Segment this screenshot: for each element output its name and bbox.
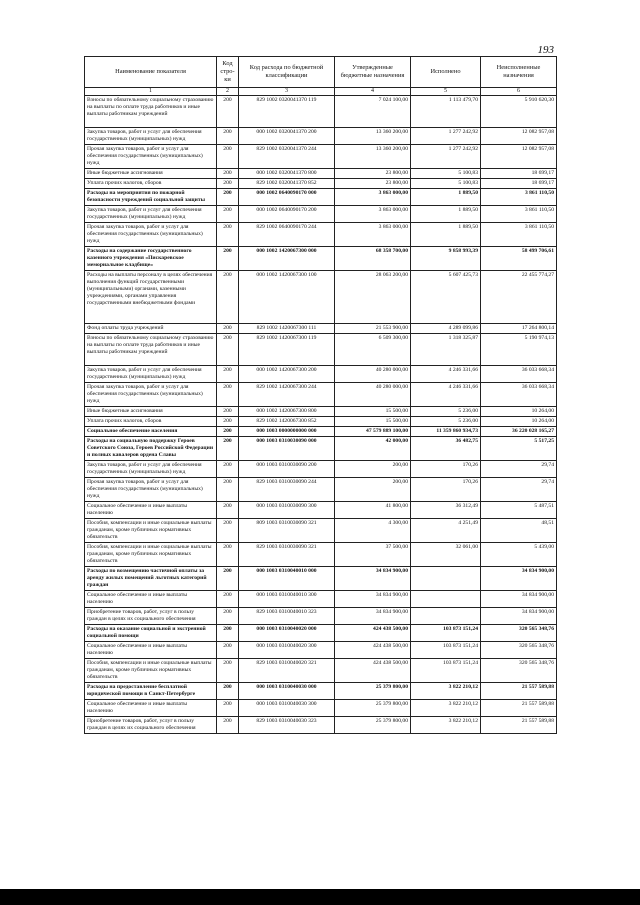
row-expense-code: 829 1002 1420067300 244	[239, 383, 335, 407]
row-approved: 34 834 900,00	[335, 591, 411, 608]
row-executed: 9 858 993,39	[411, 247, 481, 271]
row-approved: 37 500,00	[335, 543, 411, 567]
row-executed: 5 100,83	[411, 169, 481, 179]
row-executed: 5 100,83	[411, 179, 481, 189]
row-approved: 15 500,00	[335, 417, 411, 427]
row-name: Прочая закупка товаров, работ и услуг для обеспечения государственных (муниципальных) нужд	[85, 478, 217, 502]
row-name: Расходы на оказание социальной и экстренной социальной помощи	[85, 625, 217, 642]
column-number: 6	[481, 88, 557, 96]
row-name: Закупка товаров, работ и услуг для обеспечения государственных (муниципальных) нужд	[85, 461, 217, 478]
row-name: Расходы на выплаты персоналу в целях обеспечения выполнения функций государственными (муниципальными) органами, казенными учреждениями, органами управления государственными внебюджетными фондами	[85, 271, 217, 324]
row-unexecuted: 21 557 589,88	[481, 683, 557, 700]
header-unexecuted: Неисполненные назначения	[481, 57, 557, 88]
row-unexecuted: 36 033 668,34	[481, 366, 557, 383]
row-name: Пособия, компенсации и иные социальные выплаты гражданам, кроме публичных нормативных обязательств	[85, 543, 217, 567]
row-name: Пособия, компенсации и иные социальные выплаты гражданам, кроме публичных нормативных обязательств	[85, 519, 217, 543]
row-expense-code: 829 1002 1420067300 111	[239, 324, 335, 334]
row-expense-code: 000 1002 1420067300 100	[239, 271, 335, 324]
row-approved: 40 280 000,00	[335, 383, 411, 407]
row-expense-code: 000 1003 0310030090 300	[239, 502, 335, 519]
row-approved: 25 379 800,00	[335, 717, 411, 734]
row-approved: 200,00	[335, 461, 411, 478]
table-row	[85, 366, 557, 383]
row-approved: 424 438 500,00	[335, 642, 411, 659]
row-name: Расходы на содержание государственного казенного учреждения «Пискаревское мемориальное кладбище»	[85, 247, 217, 271]
row-line-code: 200	[217, 189, 239, 206]
row-expense-code: 000 1003 0310040030 300	[239, 700, 335, 717]
row-expense-code: 829 1002 0320041370 852	[239, 179, 335, 189]
row-line-code: 200	[217, 427, 239, 437]
row-unexecuted: 5 910 620,30	[481, 96, 557, 128]
row-line-code: 200	[217, 334, 239, 366]
table-row	[85, 96, 557, 128]
row-unexecuted: 34 834 900,00	[481, 567, 557, 591]
row-expense-code: 000 1003 0310040010 000	[239, 567, 335, 591]
row-approved: 28 063 200,00	[335, 271, 411, 324]
row-executed: 1 889,50	[411, 223, 481, 247]
row-name: Социальное обеспечение и иные выплаты населению	[85, 642, 217, 659]
row-unexecuted: 5 487,51	[481, 502, 557, 519]
column-number: 2	[217, 88, 239, 96]
row-approved: 13 360 200,00	[335, 145, 411, 169]
row-executed: 170,26	[411, 461, 481, 478]
row-approved: 7 024 100,00	[335, 96, 411, 128]
row-executed: 3 822 210,12	[411, 717, 481, 734]
row-name: Расходы на предоставление бесплатной юридической помощи в Санкт-Петербурге	[85, 683, 217, 700]
column-number: 5	[411, 88, 481, 96]
table-row	[85, 128, 557, 145]
row-executed: 5 236,00	[411, 407, 481, 417]
table-row	[85, 437, 557, 461]
row-unexecuted: 21 557 589,88	[481, 700, 557, 717]
row-approved: 200,00	[335, 478, 411, 502]
row-expense-code: 829 1003 0310030090 244	[239, 478, 335, 502]
row-expense-code: 829 1003 0310040010 323	[239, 608, 335, 625]
table-row	[85, 717, 557, 734]
table-row	[85, 427, 557, 437]
row-line-code: 200	[217, 247, 239, 271]
row-executed: 11 359 860 934,73	[411, 427, 481, 437]
row-expense-code: 829 1003 0310030090 321	[239, 543, 335, 567]
table-row	[85, 683, 557, 700]
row-expense-code: 829 1002 1420067300 852	[239, 417, 335, 427]
row-executed: 36 312,49	[411, 502, 481, 519]
table-row	[85, 659, 557, 683]
row-expense-code: 000 1002 0320041370 200	[239, 128, 335, 145]
table-row	[85, 608, 557, 625]
row-approved: 47 579 889 100,00	[335, 427, 411, 437]
row-executed: 1 889,50	[411, 189, 481, 206]
column-number: 1	[85, 88, 217, 96]
row-executed: 4 246 331,66	[411, 366, 481, 383]
table-row	[85, 567, 557, 591]
row-line-code: 200	[217, 407, 239, 417]
row-unexecuted: 22 455 774,27	[481, 271, 557, 324]
column-number-row	[85, 88, 557, 96]
table-row	[85, 169, 557, 179]
row-approved: 23 800,00	[335, 179, 411, 189]
row-line-code: 200	[217, 437, 239, 461]
row-approved: 3 863 000,00	[335, 223, 411, 247]
row-unexecuted: 5 439,00	[481, 543, 557, 567]
row-approved: 41 800,00	[335, 502, 411, 519]
row-unexecuted: 58 499 706,61	[481, 247, 557, 271]
row-unexecuted: 36 220 028 165,27	[481, 427, 557, 437]
row-executed: 4 251,49	[411, 519, 481, 543]
row-unexecuted: 29,74	[481, 478, 557, 502]
row-line-code: 200	[217, 502, 239, 519]
row-unexecuted: 320 565 348,76	[481, 659, 557, 683]
row-line-code: 200	[217, 642, 239, 659]
row-line-code: 200	[217, 543, 239, 567]
row-expense-code: 829 1002 0320041370 244	[239, 145, 335, 169]
row-name: Закупка товаров, работ и услуг для обеспечения государственных (муниципальных) нужд	[85, 366, 217, 383]
table-row	[85, 700, 557, 717]
table-row	[85, 179, 557, 189]
row-executed: 1 318 325,87	[411, 334, 481, 366]
row-name: Фонд оплаты труда учреждений	[85, 324, 217, 334]
row-approved: 25 379 800,00	[335, 683, 411, 700]
table-row	[85, 478, 557, 502]
table-row	[85, 324, 557, 334]
row-executed: 1 889,50	[411, 206, 481, 223]
row-expense-code: 829 1002 0640090170 244	[239, 223, 335, 247]
table-row	[85, 543, 557, 567]
row-executed: 170,26	[411, 478, 481, 502]
header-line-code: Код стро-ки	[217, 57, 239, 88]
row-unexecuted: 3 861 110,50	[481, 206, 557, 223]
row-line-code: 200	[217, 461, 239, 478]
row-line-code: 200	[217, 625, 239, 642]
table-row	[85, 461, 557, 478]
row-unexecuted: 34 834 900,00	[481, 608, 557, 625]
row-unexecuted: 36 033 668,34	[481, 383, 557, 407]
table-row	[85, 145, 557, 169]
row-unexecuted: 3 861 110,50	[481, 189, 557, 206]
row-unexecuted: 48,51	[481, 519, 557, 543]
row-unexecuted: 320 565 348,76	[481, 642, 557, 659]
row-name: Социальное обеспечение и иные выплаты населению	[85, 700, 217, 717]
row-name: Уплата прочих налогов, сборов	[85, 417, 217, 427]
row-approved: 6 509 300,00	[335, 334, 411, 366]
row-approved: 4 300,00	[335, 519, 411, 543]
row-executed: 5 236,00	[411, 417, 481, 427]
row-line-code: 200	[217, 567, 239, 591]
row-executed: 36 482,75	[411, 437, 481, 461]
row-executed: 1 113 479,70	[411, 96, 481, 128]
row-expense-code: 000 1002 1420067300 200	[239, 366, 335, 383]
row-line-code: 200	[217, 478, 239, 502]
row-executed: 103 873 151,24	[411, 642, 481, 659]
row-executed: 5 607 425,73	[411, 271, 481, 324]
row-unexecuted: 5 190 974,13	[481, 334, 557, 366]
table-row	[85, 383, 557, 407]
table-row	[85, 247, 557, 271]
row-approved: 40 280 000,00	[335, 366, 411, 383]
column-number: 4	[335, 88, 411, 96]
scan-bottom-border	[0, 889, 640, 905]
row-line-code: 200	[217, 366, 239, 383]
budget-execution-table	[84, 56, 557, 734]
row-approved: 424 438 500,00	[335, 625, 411, 642]
row-name: Уплата прочих налогов, сборов	[85, 179, 217, 189]
row-line-code: 200	[217, 683, 239, 700]
row-approved: 15 500,00	[335, 407, 411, 417]
row-line-code: 200	[217, 608, 239, 625]
row-line-code: 200	[217, 145, 239, 169]
row-unexecuted: 17 264 800,14	[481, 324, 557, 334]
row-name: Прочая закупка товаров, работ и услуг для обеспечения государственных (муниципальных) нужд	[85, 383, 217, 407]
row-line-code: 200	[217, 169, 239, 179]
row-line-code: 200	[217, 717, 239, 734]
row-name: Приобретение товаров, работ, услуг в пользу граждан в целях их социального обеспечения	[85, 608, 217, 625]
row-unexecuted: 12 082 957,08	[481, 145, 557, 169]
row-expense-code: 829 1002 0320041370 119	[239, 96, 335, 128]
row-line-code: 200	[217, 519, 239, 543]
table-row	[85, 642, 557, 659]
table-row	[85, 519, 557, 543]
row-approved: 21 553 900,00	[335, 324, 411, 334]
row-line-code: 200	[217, 223, 239, 247]
row-executed	[411, 567, 481, 591]
row-name: Социальное обеспечение населения	[85, 427, 217, 437]
row-executed: 32 061,00	[411, 543, 481, 567]
row-line-code: 200	[217, 179, 239, 189]
table-row	[85, 334, 557, 366]
table-row	[85, 417, 557, 427]
row-expense-code: 829 1003 0310040030 323	[239, 717, 335, 734]
row-name: Закупка товаров, работ и услуг для обеспечения государственных (муниципальных) нужд	[85, 206, 217, 223]
row-unexecuted: 18 699,17	[481, 179, 557, 189]
row-executed: 1 277 242,92	[411, 145, 481, 169]
row-unexecuted: 34 834 900,00	[481, 591, 557, 608]
row-expense-code: 000 1003 0310040020 000	[239, 625, 335, 642]
row-approved: 25 379 800,00	[335, 700, 411, 717]
row-executed	[411, 608, 481, 625]
row-executed: 103 873 151,24	[411, 659, 481, 683]
row-expense-code: 000 1003 0000000000 000	[239, 427, 335, 437]
row-line-code: 200	[217, 700, 239, 717]
row-expense-code: 000 1002 0640090170 200	[239, 206, 335, 223]
table-row	[85, 189, 557, 206]
row-executed: 4 289 099,86	[411, 324, 481, 334]
row-name: Приобретение товаров, работ, услуг в пользу граждан в целях их социального обеспечения	[85, 717, 217, 734]
row-line-code: 200	[217, 659, 239, 683]
row-expense-code: 000 1002 0320041370 800	[239, 169, 335, 179]
row-name: Социальное обеспечение и иные выплаты населению	[85, 591, 217, 608]
row-executed: 3 822 210,12	[411, 683, 481, 700]
table-row	[85, 407, 557, 417]
page-number: 193	[537, 44, 554, 56]
header-expense-code: Код расхода по бюджетной классификации	[239, 57, 335, 88]
row-expense-code: 829 1002 1420067300 119	[239, 334, 335, 366]
row-approved: 34 834 900,00	[335, 608, 411, 625]
row-expense-code: 000 1002 1420067300 800	[239, 407, 335, 417]
header-executed: Исполнено	[411, 57, 481, 88]
row-expense-code: 000 1002 1420067300 000	[239, 247, 335, 271]
row-unexecuted: 320 565 348,76	[481, 625, 557, 642]
row-name: Прочая закупка товаров, работ и услуг для обеспечения государственных (муниципальных) нужд	[85, 223, 217, 247]
table-row	[85, 223, 557, 247]
row-unexecuted: 21 557 589,88	[481, 717, 557, 734]
row-approved: 13 360 200,00	[335, 128, 411, 145]
row-line-code: 200	[217, 383, 239, 407]
row-expense-code: 000 1003 0310030090 200	[239, 461, 335, 478]
row-line-code: 200	[217, 271, 239, 324]
row-name: Закупка товаров, работ и услуг для обеспечения государственных (муниципальных) нужд	[85, 128, 217, 145]
row-approved: 424 438 500,00	[335, 659, 411, 683]
row-approved: 23 800,00	[335, 169, 411, 179]
row-approved: 3 863 000,00	[335, 189, 411, 206]
row-name: Пособия, компенсации и иные социальные выплаты гражданам, кроме публичных нормативных обязательств	[85, 659, 217, 683]
row-name: Прочая закупка товаров, работ и услуг для обеспечения государственных (муниципальных) нужд	[85, 145, 217, 169]
row-name: Расходы по возмещению частичной оплаты за аренду жилых помещений льготных категорий граждан	[85, 567, 217, 591]
row-executed: 103 873 151,24	[411, 625, 481, 642]
row-approved: 42 000,00	[335, 437, 411, 461]
row-line-code: 200	[217, 206, 239, 223]
row-unexecuted: 12 082 957,08	[481, 128, 557, 145]
table-row	[85, 271, 557, 324]
row-line-code: 200	[217, 324, 239, 334]
row-unexecuted: 10 264,00	[481, 417, 557, 427]
table-row	[85, 206, 557, 223]
row-line-code: 200	[217, 128, 239, 145]
table-row	[85, 502, 557, 519]
header-approved: Утвержденные бюджетные назначения	[335, 57, 411, 88]
row-line-code: 200	[217, 417, 239, 427]
header-row	[85, 57, 557, 88]
row-approved: 68 358 700,00	[335, 247, 411, 271]
header-name: Наименование показателя	[85, 57, 217, 88]
row-expense-code: 000 1003 0310040010 300	[239, 591, 335, 608]
row-name: Иные бюджетные ассигнования	[85, 407, 217, 417]
table-row	[85, 625, 557, 642]
row-expense-code: 000 1003 0310030090 000	[239, 437, 335, 461]
table-row	[85, 591, 557, 608]
row-approved: 3 863 000,00	[335, 206, 411, 223]
row-approved: 34 834 900,00	[335, 567, 411, 591]
row-expense-code: 000 1002 0640090170 000	[239, 189, 335, 206]
row-name: Взносы по обязательному социальному страхованию на выплаты по оплате труда работников и иные выплаты работникам учреждений	[85, 334, 217, 366]
row-unexecuted: 5 517,25	[481, 437, 557, 461]
row-executed	[411, 591, 481, 608]
row-name: Расходы на мероприятия по пожарной безопасности учреждений социальной защиты	[85, 189, 217, 206]
row-unexecuted: 10 264,00	[481, 407, 557, 417]
row-line-code: 200	[217, 591, 239, 608]
column-number: 3	[239, 88, 335, 96]
row-expense-code: 000 1003 0310040030 000	[239, 683, 335, 700]
row-line-code: 200	[217, 96, 239, 128]
row-expense-code: 000 1003 0310040020 300	[239, 642, 335, 659]
row-expense-code: 829 1003 0310040020 321	[239, 659, 335, 683]
row-executed: 4 246 331,66	[411, 383, 481, 407]
row-unexecuted: 18 699,17	[481, 169, 557, 179]
row-unexecuted: 3 861 110,50	[481, 223, 557, 247]
row-executed: 3 822 210,12	[411, 700, 481, 717]
row-name: Расходы на социальную поддержку Героев Советского Союза, Героев Российской Федерации и полных кавалеров ордена Славы	[85, 437, 217, 461]
row-name: Взносы по обязательному социальному страхованию на выплаты по оплате труда работников и иные выплаты работникам учреждений	[85, 96, 217, 128]
row-name: Иные бюджетные ассигнования	[85, 169, 217, 179]
row-expense-code: 809 1003 0310030090 321	[239, 519, 335, 543]
row-executed: 1 277 242,92	[411, 128, 481, 145]
row-name: Социальное обеспечение и иные выплаты населению	[85, 502, 217, 519]
row-unexecuted: 29,74	[481, 461, 557, 478]
